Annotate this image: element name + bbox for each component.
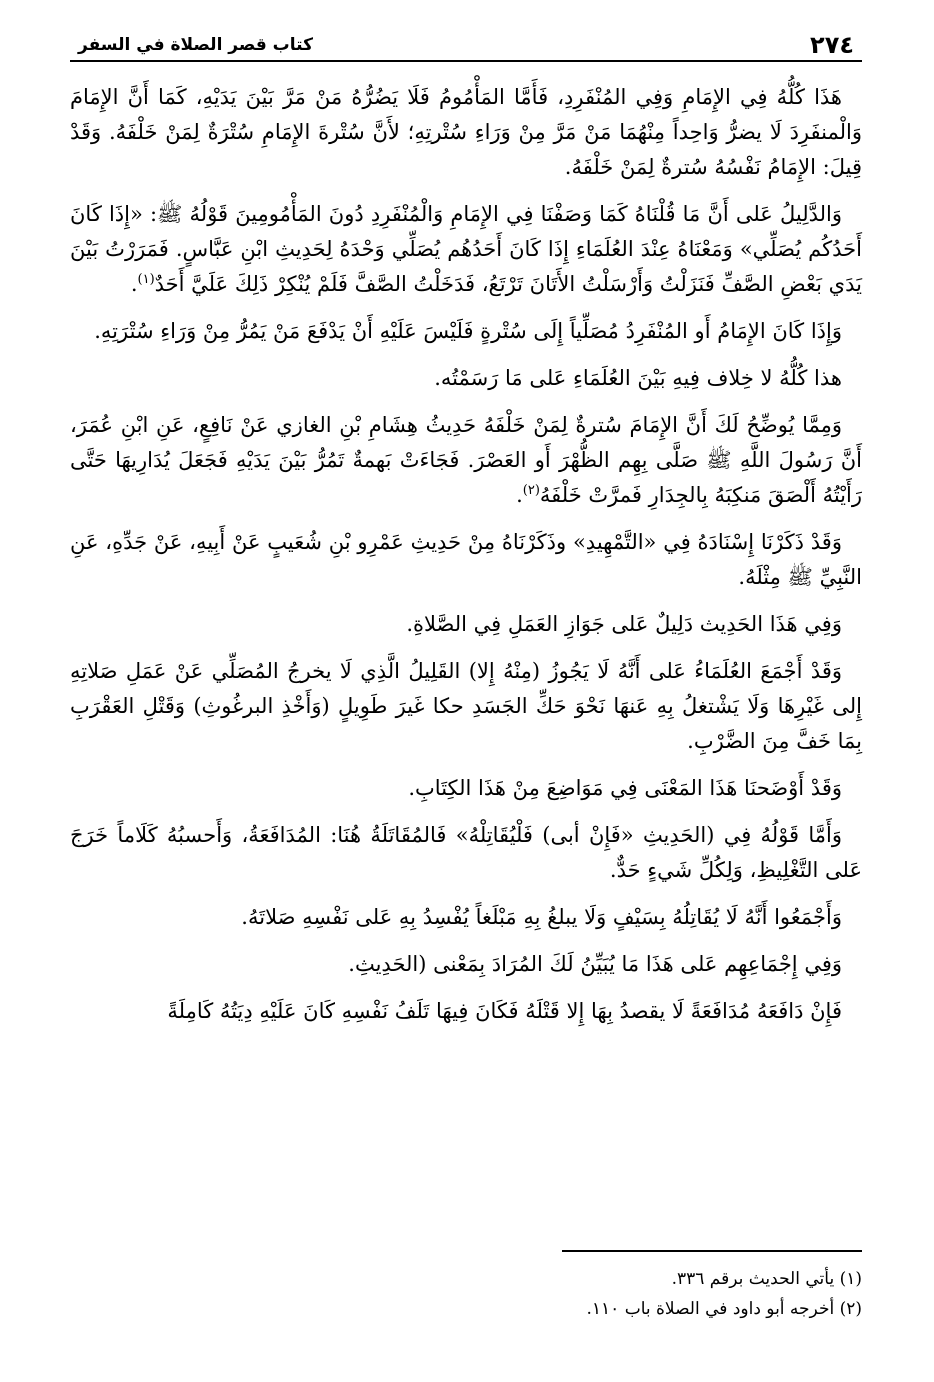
footnote: (١) يأتي الحديث برقم ٣٣٦. (671, 1269, 862, 1289)
paragraph (70, 818, 862, 888)
paragraph (70, 361, 862, 396)
paragraph-text: وَأَجْمَعُوا أَنَّهُ لَا يُقَاتِلُهُ بِسَيْفٍ وَلَا يبلغُ بِهِ مَبْلَغاً يُفْسِدُ بِهِ عَلى نَفْسِهِ صَلاتَهُ. (241, 905, 842, 929)
paragraph-text: وَقَدْ ذَكَرْنَا إِسْنَادَهُ فِي «التَّمْهِيدِ» وذَكَرْنَاهُ مِنْ حَدِيثِ عَمْرِو بْنِ شُعَيبٍ عَنْ أَبِيهِ، عَنْ جَدِّهِ، عَنِ النَّبِيِّ ﷺ مِثْلَهُ. (70, 530, 862, 589)
paragraph (70, 900, 862, 935)
running-title: كتاب قصر الصلاة في السفر (78, 35, 313, 55)
footnote: (٢) أخرجه أبو داود في الصلاة باب ١١٠. (586, 1299, 862, 1319)
paragraph (70, 607, 862, 642)
paragraph (70, 947, 862, 982)
paragraph (70, 994, 862, 1029)
page-header (70, 26, 862, 62)
paragraph-text: وَالدَّلِيلُ عَلى أَنَّ مَا قُلْنَاهُ كَمَا وَصَفْنَا فِي الإِمَامِ وَالْمُنْفَرِدِ دُونَ المَأْمُومِينَ قَوْلُهُ ﷺ: «إِذَا كَانَ أَحَدُكُم يُصَلِّي» وَمَعْنَاهُ عِنْدَ العُلَمَاءِ إِذَا كَانَ أَحَدُهُم يُصَلِّي وَحْدَهُ لِحَدِيثِ ابْنِ عَبَّاسٍ. فَمَرَرْتُ بَيْنَ يَدَي بَعْضِ الصَّفِّ فَنَزَلْتُ وَأَرْسَلْتُ الأَتَانَ تَرْتَعُ، فَدَخَلْتُ الصَّفَّ فَلَمْ يُنْكِرْ ذَلِكَ عَلَيَّ أَحَدٌ (70, 202, 862, 296)
main-text (70, 80, 862, 1029)
paragraph-text: وَمِمَّا يُوضِّحُ لَكَ أَنَّ الإِمَامَ سُترةٌ لِمَنْ خَلْفَهُ حَدِيثُ هِشَامِ بْنِ الغازي عَنْ نَافِعٍ، عَنِ ابْنِ عُمَرَ، أَنَّ رَسُولَ اللَّهِ ﷺ صَلَّى بِهِم الظُّهْرَ أَو العَصْرَ. فَجَاءَتْ بَهمةٌ تَمُرُّ بَيْنَ يَدَيْهِ فَجَعَلَ يُدَارِيهَا حَتَّى رَأَيْتُهُ أَلْصَقَ مَنكِبَهُ بِالجِدَارِ فَمرَّتْ خَلْفَهُ (70, 413, 862, 507)
footnote-divider (562, 1250, 862, 1252)
page-number: ٢٧٤ (810, 31, 854, 59)
paragraph: وَالدَّلِيلُ عَلى أَنَّ مَا قُلْنَاهُ كَمَا وَصَفْنَا فِي الإِمَامِ وَالْمُنْفَرِدِ دُونَ المَأْمُومِينَ قَوْلُهُ ﷺ: «إِذَا كَانَ أَحَدُكُم يُصَلِّي» وَمَعْنَاهُ عِنْدَ العُلَمَاءِ إِذَا كَانَ أَحَدُهُم يُصَلِّي وَحْدَهُ لِحَدِيثِ ابْنِ عَبَّاسٍ. فَمَرَرْتُ بَيْنَ يَدَي بَعْضِ الصَّفِّ فَنَزَلْتُ وَأَرْسَلْتُ الأَتَانَ تَرْتَعُ، فَدَخَلْتُ الصَّفَّ فَلَمْ يُنْكِرْ ذَلِكَ عَلَيَّ أَحَدٌ$^{(١)}$. (70, 202, 862, 296)
paragraph-text: هذا كُلُّهُ لا خِلاف فِيهِ بَيْنَ العُلَمَاءِ عَلى مَا رَسَمْتُه. (434, 366, 842, 390)
footnote-ref: (١) (137, 272, 155, 287)
paragraph-text: وَأَمَّا قَوْلُهُ فِي (الحَدِيثِ «فَإِنْ أبى) فَلْيُقَاتِلْهُ» فَالمُقَاتَلَةُ هُنَا: المُدَافَعَةُ، وَأَحسبُهُ كَلَاماً خَرَجَ عَلى التَّغْلِيظِ، وَلِكُلِّ شَيءٍ حَدٌّ. (70, 823, 862, 882)
paragraph-text: وَقَدْ أَوْضَحنَا هَذَا المَعْنَى فِي مَوَاضِعَ مِنْ هَذَا الكِتَابِ. (408, 776, 842, 800)
paragraph-text: فَإِنْ دَافَعَهُ مُدَافَعَةً لَا يقصدُ بِهَا إِلا قَتْلَهُ فَكَانَ فِيهَا تَلَفُ نَفْسِهِ كَانَ عَلَيْهِ دِيَتُهُ كَامِلَةً (167, 999, 842, 1023)
footnote-ref: (٢) (522, 483, 540, 498)
paragraph-text: وَإِذَا كَانَ الإِمَامُ أَو المُنْفَرِدُ مُصَلِّياً إِلَى سُتْرةٍ فَلَيْسَ عَلَيْهِ أَنْ يَدْفَعَ مَنْ يَمُرُّ مِنْ وَرَاءِ سُتْرَتِهِ. (94, 319, 842, 343)
paragraph-text: وَقَدْ أَجْمَعَ العُلَمَاءُ عَلى أَنَّهُ لَا يَجُوزُ (مِنْهُ إِلا) القَلِيلُ الَّذِي لَا يخرجُ المُصَلِّي عَنْ عَمَلِ صَلاتِهِ إِلى غَيْرِهَا وَلَا يَشْتغلُ بِهِ عَنهَا نَحْوَ حَكِّ الجَسَدِ حكا غَيرَ طَوِيلٍ (وَأَخْذِ البرغُوثِ) وَقَتْلِ العَقْرَبِ بِمَا خَفَّ مِنَ الضَّرْبِ. (70, 659, 862, 753)
paragraph (70, 654, 862, 759)
paragraph (70, 771, 862, 806)
paragraph-text: وَفِي إِجْمَاعِهِم عَلى هَذَا مَا يُبَيِّنُ لَكَ المُرَادَ بِمَعْنى (الحَدِيثِ. (348, 952, 842, 976)
paragraph-text: وَفِي هَذَا الحَدِيث دَلِيلٌ عَلى جَوَازِ العَمَلِ فِي الصَّلاةِ. (406, 612, 842, 636)
paragraph-text: هَذَا كُلُّهُ فِي الإِمَامِ وَفِي المُنْفَرِدِ، فَأَمَّا المَأْمُومُ فَلَا يَضُرُّهُ مَنْ مَرَّ بَيْنَ يَدَيْهِ، كَمَا أَنَّ الإِمَامَ وَالْمنفَرِدَ لَا يضرُّ وَاحِداً مِنْهُمَا مَنْ مَرَّ مِنْ وَرَاءِ سُتْرتِهِ؛ لأَنَّ سُتْرةَ الإِمَامِ سُتْرَةٌ لِمَنْ خَلْفَهُ. وَقَدْ قِيلَ: الإِمَامُ نَفْسُهُ سُترةٌ لِمَنْ خَلْفَهُ. (70, 85, 862, 179)
footnotes (70, 1250, 862, 1324)
book-page (70, 26, 862, 1356)
paragraph (70, 314, 862, 349)
paragraph: وَمِمَّا يُوضِّحُ لَكَ أَنَّ الإِمَامَ سُترةٌ لِمَنْ خَلْفَهُ حَدِيثُ هِشَامِ بْنِ الغازي عَنْ نَافِعٍ، عَنِ ابْنِ عُمَرَ، أَنَّ رَسُولَ اللَّهِ ﷺ صَلَّى بِهِم الظُّهْرَ أَو العَصْرَ. فَجَاءَتْ بَهمةٌ تَمُرُّ بَيْنَ يَدَيْهِ فَجَعَلَ يُدَارِيهَا حَتَّى رَأَيْتُهُ أَلْصَقَ مَنكِبَهُ بِالجِدَارِ فَمرَّتْ خَلْفَهُ$^{(٢)}$. (70, 413, 862, 507)
paragraph (70, 80, 862, 185)
paragraph (70, 525, 862, 595)
